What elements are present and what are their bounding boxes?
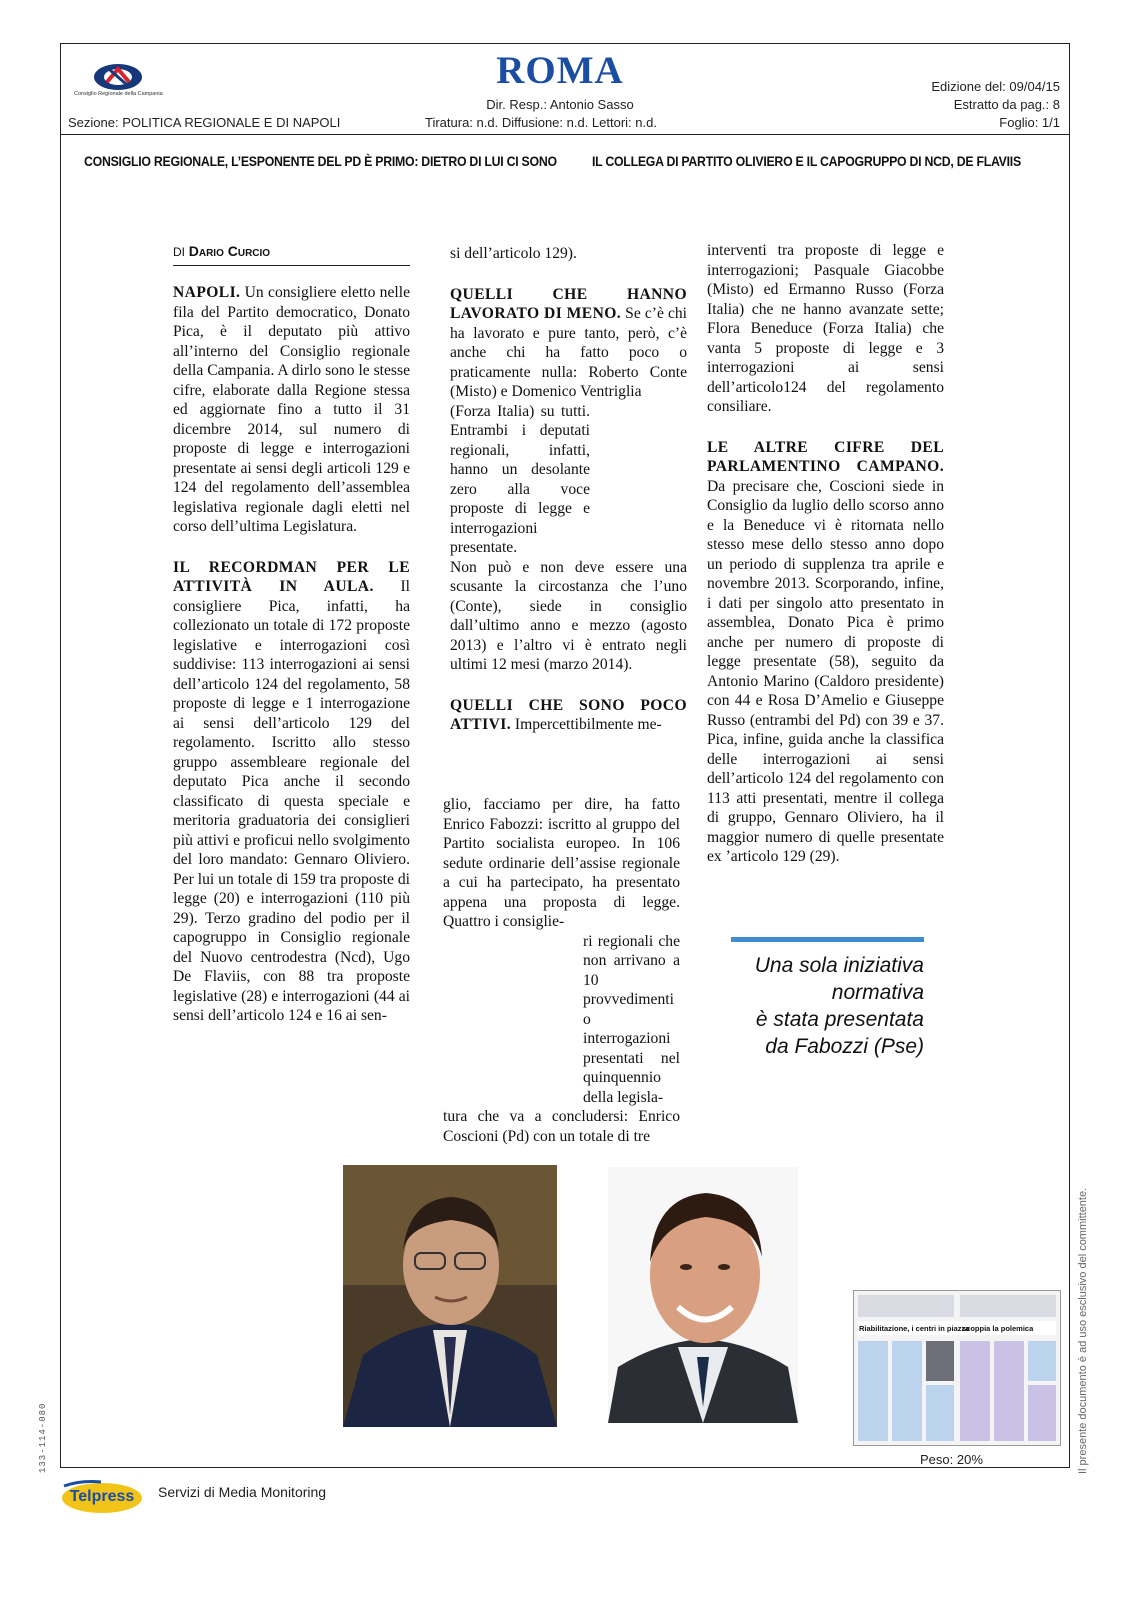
paragraph: (Forza Italia) su tutti. Entrambi i deputati regionali, infatti, hanno un desolante zero alla voce proposte di legge e interrogazioni presentate. [450, 402, 590, 556]
paragraph: Il consigliere Pica, infatti, ha collezionato un totale di 172 proposte legislative e interrogazioni così suddivise: 113 interrogazioni ai sensi dell’articolo 124 del regolamento, 58 proposte di legge e 1 interrogazione ai sensi dell’articolo 129 del regolamento. Iscritto allo stesso gruppo assembleare regionale del deputato Pica anche il secondo classificato di questa speciale e meritoria graduatoria dei consiglieri più attivi e proficui nello svolgimento del loro mandato: Gennaro Oliviero. Per lui un totale di 159 tra proposte di legge (20) e interrogazioni (110 più 29). Terzo gradino del podio per il capogruppo in Consiglio regionale del Nuovo centrodestra (Ncd), Ugo De Flaviis, con 88 tra proposte legislative (28) e interrogazioni (44 ai sensi dell’articolo 124 e 16 ai sen- [173, 578, 410, 1024]
edition-date: Edizione del: 09/04/15 [931, 79, 1060, 94]
byline-prefix: DI [173, 245, 185, 259]
header-divider [60, 134, 1070, 135]
subheading: QUELLI CHE HANNO LAVORATO DI MENO. [450, 285, 687, 322]
paragraph: Se c’è chi ha lavorato e pure tanto, però, c’è anche chi ha fatto poco o praticamente nulla: Roberto Conte (Misto) e Domenico Ventriglia [450, 305, 687, 400]
dateline: NAPOLI. [173, 284, 241, 301]
council-logo-caption: Consiglio Regionale della Campania [74, 91, 163, 97]
article-column-1 [173, 283, 410, 1026]
byline [173, 243, 410, 261]
weight-label: Peso: 20% [920, 1452, 983, 1467]
subheading: QUELLI CHE SONO POCO ATTIVI. [450, 696, 687, 733]
telpress-logo [61, 1478, 143, 1514]
page-thumbnail [853, 1290, 1061, 1446]
pullquote-line: Una sola iniziativa [754, 954, 924, 977]
usage-note: Il presente documento è ad uso esclusivo del committente. [1077, 1187, 1089, 1474]
pullquote [731, 952, 924, 1060]
page-extract: Estratto da pag.: 8 [953, 97, 1060, 112]
paragraph: Da precisare che, Coscioni siede in Consiglio da luglio dello scorso anno e la Beneduce vi è ritornata nello stesso mese dello stesso anno dopo un periodo di supplenza tra aprile e novembre 2013. Scorporando, infine, i dati per singolo atto presentato in assemblea, Donato Pica è primo anche per numero di proposte di legge presentate (58), seguito da Antonio Marino (Caldoro presidente) con 44 e Rosa D’Amelio e Giuseppe Russo (entrambi del Pd) con 39 e 37. Pica, infine, guida anche la classifica delle interrogazioni ai sensi dell’articolo 124 del regolamento con 113 atti presentati, mentre il collega di gruppo, Gennaro Oliviero, ha il maggior numero di quelle presentate ex ’articolo 129 (29). [707, 477, 944, 865]
section-label: Sezione: POLITICA REGIONALE E DI NAPOLI [68, 115, 341, 130]
headline-part-2: IL COLLEGA DI PARTITO OLIVIERO E IL CAPOGRUPPO DI NCD, DE FLAVIIS [592, 153, 1021, 169]
portrait-photo-1 [343, 1165, 557, 1427]
subheading: IL RECORDMAN PER LE ATTIVITÀ IN AULA. [173, 558, 410, 595]
paragraph: si dell’articolo 129). [450, 245, 577, 262]
paragraph: Impercettibilmente me- [511, 716, 662, 733]
article-column-3 [707, 241, 944, 867]
sheet-number: Foglio: 1/1 [999, 115, 1060, 130]
thumbnail-headline-b: scoppia la polemica [962, 1324, 1034, 1333]
paragraph: Non può e non deve essere una scusante la circostanza che l’uno (Conte), siede in consiglio dall’ultimo anno e mezzo (agosto 2013) e l’altro vi è entrato negli ultimi 12 mesi (marzo 2014). [450, 558, 687, 673]
pullquote-line: è stata presentata [755, 1008, 924, 1031]
director: Dir. Resp.: Antonio Sasso [486, 97, 634, 112]
paragraph: tura che va a concludersi: Enrico Coscioni (Pd) con un totale di tre [443, 1108, 680, 1145]
article-column-2 [450, 244, 687, 735]
circulation-info: Tiratura: n.d. Diffusione: n.d. Lettori: n.d. [425, 115, 657, 130]
paragraph: ri regionali che non arrivano a 10 provvedimenti o interrogazioni presentati nel quinquennio della legisla- [583, 932, 680, 1106]
subheading: LE ALTRE CIFRE DEL PARLAMENTINO CAMPANO. [707, 438, 944, 475]
article-column-2-continued [443, 795, 680, 1146]
thumbnail-headline-a: Riabilitazione, i centri in piazza [859, 1324, 970, 1333]
byline-rule [173, 265, 410, 266]
portrait-photo-2 [608, 1167, 798, 1423]
paragraph: Un consigliere eletto nelle fila del Partito democratico, Donato Pica, è il deputato più attivo all’interno del Consiglio regionale della Campania. A dirlo sono le stesse cifre, elaborate dalla Regione stessa ed aggiornate fino a tutto il 31 dicembre 2014, sul numero di proposte di legge e interrogazioni presentate ai sensi degli articoli 129 e 124 del regolamento dell’assemblea legislativa regionale dagli eletti nel corso dell’ultima Legislatura. [173, 284, 410, 535]
paragraph: glio, facciamo per dire, ha fatto Enrico Fabozzi: iscritto al gruppo del Partito socialista europeo. In 106 sedute ordinarie dell’assise regionale a cui ha partecipato, ha presentato appena una proposta di legge. Quattro i consiglie- [443, 796, 680, 930]
pullquote-line: da Fabozzi (Pse) [765, 1035, 924, 1058]
paragraph: interventi tra proposte di legge e interrogazioni; Pasquale Giacobbe (Misto) ed Ermanno Russo (Forza Italia) che ne hanno avanzate sette; Flora Beneduce (Forza Italia) che vanta 5 proposte di legge e 3 interrogazioni ai sensi dell’articolo124 del regolamento consiliare. [707, 242, 944, 415]
pullquote-line: normativa [831, 981, 924, 1004]
masthead: ROMA [496, 49, 624, 92]
headline-part-1: CONSIGLIO REGIONALE, L’ESPONENTE DEL PD È PRIMO: DIETRO DI LUI CI SONO [84, 153, 557, 169]
footer-service: Servizi di Media Monitoring [158, 1484, 327, 1500]
document-id: 133-114-080 [38, 1402, 48, 1473]
telpress-wordmark: Telpress [69, 1488, 135, 1505]
byline-author: Dario Curcio [188, 243, 271, 259]
pullquote-rule [731, 937, 924, 942]
